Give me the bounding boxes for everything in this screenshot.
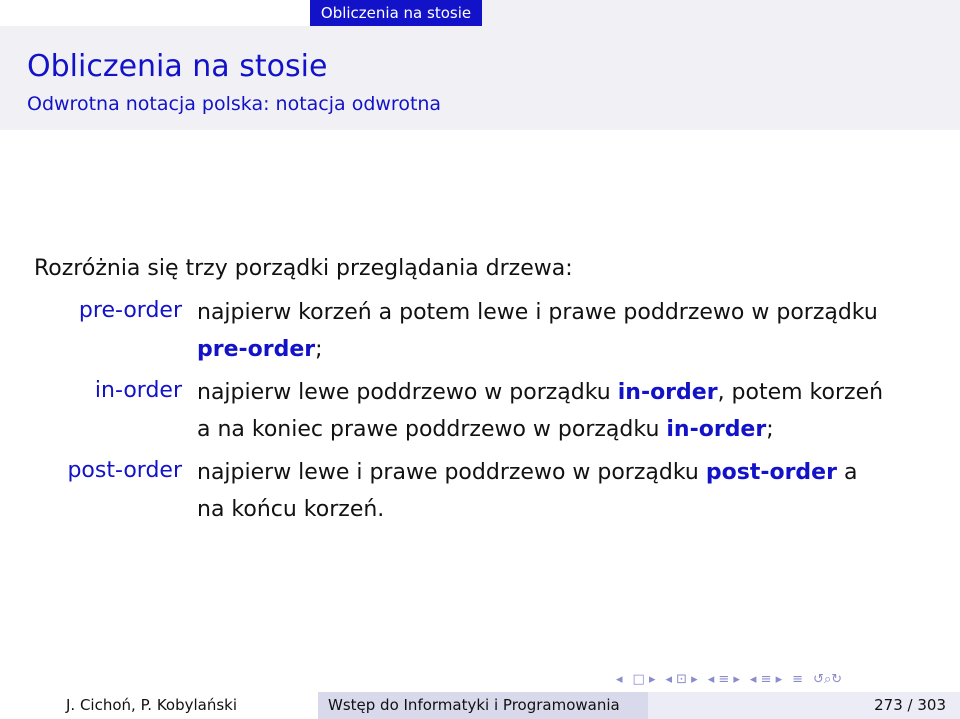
top-bar-right [310, 0, 960, 26]
text: ; [766, 417, 774, 442]
top-bar-left [0, 0, 310, 26]
footer-right [648, 692, 960, 719]
desc-pre-order-line1: najpierw korzeń a potem lewe i prawe poddrzewo w porządku [197, 300, 878, 325]
prev-frame-icon[interactable]: ◂ [616, 672, 623, 687]
frame-subtitle: Odwrotna notacja polska: notacja odwrotna [27, 93, 442, 115]
beamer-navigation [616, 670, 842, 690]
text: , potem korzeń [717, 380, 884, 405]
desc-pre-order [197, 294, 937, 368]
intro-text: Rozróżnia się trzy porządki przeglądania drzewa: [34, 256, 573, 281]
search-icon[interactable]: ↺⌕↻ [813, 672, 843, 687]
frame-title: Obliczenia na stosie [27, 49, 328, 84]
frame-title-band [0, 26, 960, 130]
text: a na koniec prawe poddrzewo w porządku [197, 417, 667, 442]
term-pre-order: pre-order [78, 298, 182, 323]
section-tab[interactable]: Obliczenia na stosie [310, 0, 482, 26]
prev-subsection-icon[interactable]: ◂ ≡ ▸ [707, 672, 740, 687]
top-navigation-bar [0, 0, 960, 26]
bold-term: pre-order [197, 337, 316, 362]
bold-term: post-order [705, 460, 837, 485]
prev-section-icon[interactable]: ◂ ⊡ ▸ [665, 672, 698, 687]
next-subsection-icon[interactable]: ◂ ≡ ▸ [749, 672, 783, 687]
footer [0, 692, 960, 719]
term-post-order: post-order [67, 458, 182, 483]
desc-in-order [197, 374, 937, 448]
next-frame-icon[interactable]: □ ▸ [632, 672, 656, 687]
desc-in-order-line1 [197, 374, 937, 411]
footer-course: Wstęp do Informatyki i Programowania [328, 696, 620, 714]
text: a [836, 460, 858, 485]
desc-post-order-line2: na końcu korzeń. [197, 497, 385, 522]
desc-pre-order-line2 [197, 331, 937, 368]
desc-post-order [197, 454, 937, 528]
align-icon[interactable]: ≡ [792, 672, 804, 687]
footer-authors: J. Cichoń, P. Kobylański [66, 696, 238, 714]
bold-term: in-order [666, 417, 767, 442]
text: najpierw lewe poddrzewo w porządku [197, 380, 618, 405]
desc-post-order-line1 [197, 454, 937, 491]
footer-middle [318, 692, 648, 719]
punct: ; [315, 337, 323, 362]
bold-term: in-order [617, 380, 718, 405]
text: najpierw lewe i prawe poddrzewo w porządku [197, 460, 706, 485]
desc-in-order-line2 [197, 411, 937, 448]
footer-left [0, 692, 318, 719]
page-counter: 273 / 303 [874, 696, 946, 714]
term-in-order: in-order [94, 378, 182, 403]
